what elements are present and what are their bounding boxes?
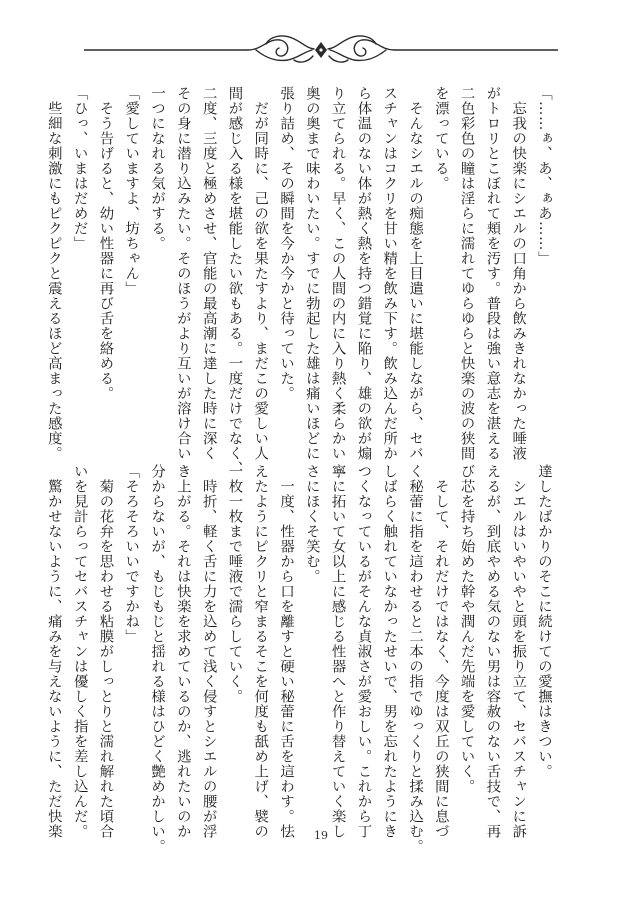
text-column: そんなシエルの痴態を上目遣いに堪能しながら、セバ — [407, 86, 424, 461]
scroll-flourish-icon — [80, 30, 562, 70]
text-column: 達したばかりのそこに続けての愛撫はきつい。 — [536, 464, 552, 779]
text-column: そう告げると、幼い性器に再び舌を絡める。 — [97, 86, 114, 401]
text-column: しばらく触れていなかったせいで、男を忘れたようにき — [381, 464, 398, 839]
text-column: いを見計らってセバスチャンは優しく指を差し込んだ。 — [71, 464, 88, 839]
text-column: を漂っている。 — [432, 86, 449, 191]
text-column: 一度、性器から口を離すと硬い秘蕾に舌を這わす。怯 — [278, 464, 295, 839]
text-column: スチャンはコクリを甘い精を飲み下す。飲み込んだ所か — [381, 86, 398, 461]
upper-text-block — [45, 86, 556, 476]
text-column: く秘蕾に指を這わせると二本の指でゆっくりと揉み込む。 — [407, 464, 424, 854]
text-column: 忘我の快楽にシエルの口角から飲みきれなかった唾液 — [510, 86, 527, 461]
text-column: 「そろそろいいですかね」 — [123, 464, 140, 644]
text-column: さにほくそ笑む。 — [303, 464, 320, 584]
text-column: 二度、三度と極めさせ、官能の最高潮に達した時に深く — [200, 86, 217, 461]
text-column: 寧に拓いて女以上に感じる性器へと作り替えていく楽し — [329, 464, 346, 839]
text-column: がトロリとこぼれて頬を汚す。普段は強い意志を湛える — [484, 86, 501, 461]
text-column: 驚かせないように、痛みを与えないように、ただ快楽 — [45, 464, 62, 839]
text-column: 「愛していますよ、坊ちゃん」 — [123, 86, 140, 296]
text-column: そして、それだけではなく、今度は双丘の狭間に息づ — [432, 464, 449, 839]
page-number: 19 — [314, 829, 328, 842]
text-column: び芯を持ち始めた幹や潤んだ先端を愛していく。 — [458, 464, 475, 794]
text-column: 分からないが、もじもじと揺れる様はひどく艶めかしい。 — [149, 464, 166, 854]
text-column: 時折、軽く舌に力を込めて浅く侵すとシエルの腰が浮 — [200, 464, 217, 839]
text-column: えたようにピクリと窄まるそこを何度も舐め上げ、襞の — [252, 464, 269, 839]
text-column: その身に潜り込みたい。そのほうがより互いが溶け合い — [174, 86, 191, 461]
text-column: ら体温のない体が熱く熱を持つ錯覚に陥り、雄の欲が煽 — [355, 86, 372, 461]
text-column: 些細な刺激にもピクピクと震えるほど高まった感度。 — [45, 86, 62, 461]
text-column: 一つになれる気がする。 — [149, 86, 166, 251]
text-column: シエルはいやいやと頭を振り立て、セバスチャンに訴 — [510, 464, 527, 839]
text-column: だが同時に、己の欲を果たすより、まだこの愛しい人 — [252, 86, 269, 461]
text-column: 二色彩色の瞳は淫らに濡れてゆらゆらと快楽の波の狭間 — [458, 86, 475, 461]
text-column: 張り詰め、その瞬間を今か今かと待っていた。 — [278, 86, 295, 401]
text-column: 「……ぁ、あ、ぁあ……」 — [536, 86, 552, 266]
text-column: 奥の奥まで味わいたい。すでに勃起した雄は痛いほどに — [303, 86, 320, 461]
text-column: 一枚一枚まで唾液で濡らしていく。 — [226, 464, 243, 704]
text-column: き上がる。それは快楽を求めているのか、逃れたいのか — [174, 464, 191, 839]
text-column: つくなっているがそんな貞淑さが愛おしい。これから丁 — [355, 464, 372, 839]
text-column: り立てられる。早く、この人間の内に入り熱く柔らかい — [329, 86, 346, 461]
text-column: 間が感じ入る様を堪能したい欲もある。一度だけでなく、 — [226, 86, 243, 476]
text-column: 菊の花弁を思わせる粘膜がしっとりと濡れ解れた頃合 — [97, 464, 114, 839]
text-column: えるが、到底やめる気のない男は容赦のない舌技で、再 — [484, 464, 501, 839]
text-column: 「ひっ、いまはだめだ」 — [71, 86, 88, 251]
